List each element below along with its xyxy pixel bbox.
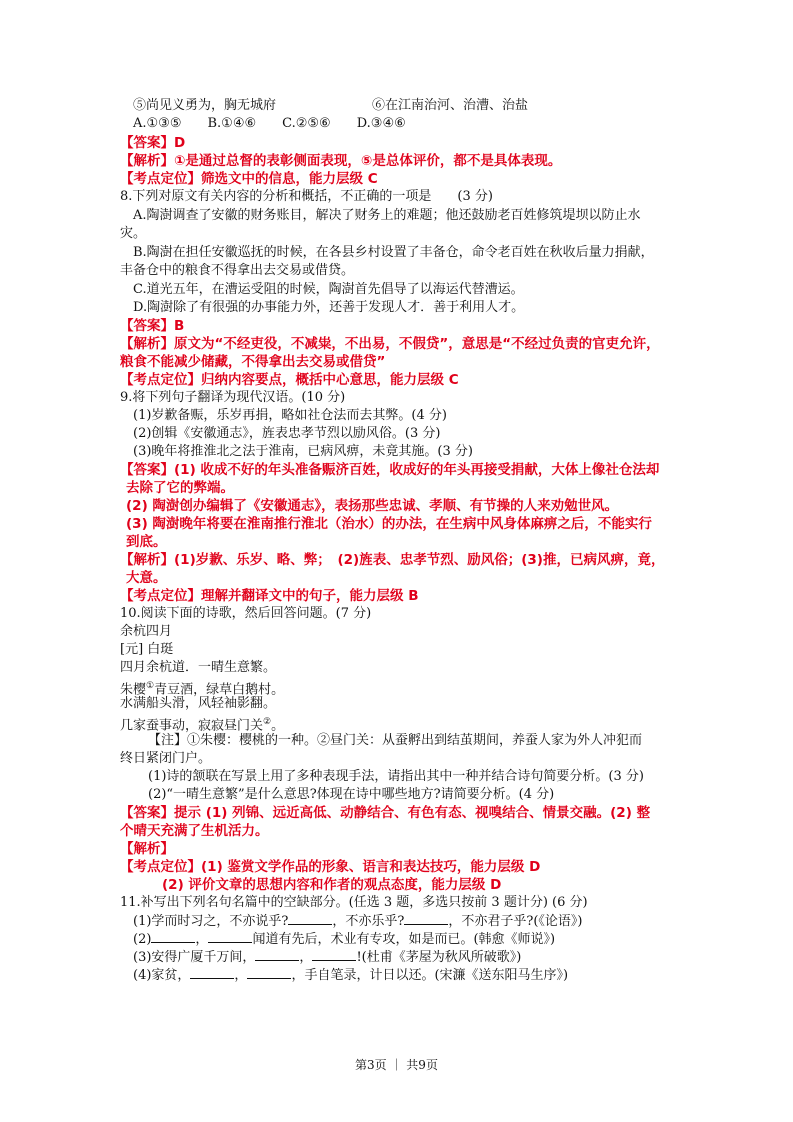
q11-sentence-4: (4)家贫， ， ，手自笔录，计日以还。(宋濂《送东阳马生序》) — [133, 968, 569, 983]
q7-analysis: 【解析】①是通过总督的表彰侧面表现，⑤是总体评价，都不是具体表现。 — [120, 153, 562, 169]
q10-point-2: (2) 评价文章的思想内容和作者的观点态度，能力层级 D — [162, 877, 502, 893]
q11-sentence-2: (2) ， 闻道有先后，术业有专攻，如是而已。(韩愈《师说》) — [133, 932, 556, 947]
q9-answer-2: (2) 陶澍创办编辑了《安徽通志》，表扬那些忠诚、孝顺、有节操的人来劝勉世风。 — [126, 498, 619, 514]
poem-line-1: 四月余杭道．一晴生意繁。 — [120, 660, 277, 675]
q8-stem: 8.下列对原文有关内容的分析和概括，不正确的一项是 (3 分) — [120, 189, 493, 204]
q7-choices: A.①③⑤ B.①④⑥ C.②⑤⑥ D.③④⑥ — [133, 116, 406, 131]
q9-point: 【考点定位】理解并翻译文中的句子，能力层级 B — [120, 588, 419, 604]
page-footer: 第3页 ｜ 共9页 — [355, 1058, 438, 1072]
q10-stem: 10.阅读下面的诗歌，然后回答问题。(7 分) — [120, 606, 372, 621]
q9-sentence-3: (3)晚年将推淮北之法于淮南，已病风痹，未竟其施。(3 分) — [133, 444, 473, 459]
q9-answer-3-cont: 到底。 — [126, 534, 167, 550]
q7-answer: 【答案】D — [120, 135, 186, 151]
q8-option-b: B.陶澍在担任安徽巡抚的时候，在各县乡村设置了丰备仓，命令老百姓在秋收后量力捐献， — [133, 245, 654, 260]
q9-answer-1: 【答案】(1) 收成不好的年头准备赈济百姓，收成好的年头再接受捐献，大体上像社仓法却 — [120, 462, 660, 478]
q9-stem: 9.将下列句子翻译为现代汉语。(10 分) — [120, 390, 346, 405]
q9-sentence-2: (2)创辑《安徽通志》，旌表忠孝节烈以励风俗。(3 分) — [133, 426, 441, 441]
q9-analysis-cont: 大意。 — [126, 570, 167, 586]
blank-4-1 — [190, 966, 234, 979]
q8-analysis-cont: 粮食不能减少储藏，不得拿出去交易或借贷” — [120, 354, 386, 370]
q8-point: 【考点定位】归纳内容要点，概括中心意思，能力层级 C — [120, 372, 459, 388]
q8-option-a-cont: 灾。 — [120, 226, 147, 241]
q8-answer: 【答案】B — [120, 318, 185, 334]
poem-line-2: 朱樱①青豆酒，绿草白鹅村。 — [120, 681, 285, 698]
q8-option-b-cont: 丰备仓中的粮食不得拿出去交易或借贷。 — [120, 263, 355, 278]
q11-stem: 11.补写出下列名句名篇中的空缺部分。(任选 3 题，多选只按前 3 题计分) (6 分) — [120, 895, 588, 910]
poem-line-4: 几家蚕事动，寂寂昼门关②。 — [120, 717, 285, 734]
q10-subquestion-2: (2)“一晴生意繁”是什么意思?体现在诗中哪些地方?请简要分析。(4 分) — [148, 787, 555, 802]
poem-line-3: 水满船头滑，风轻袖影翻。 — [120, 696, 277, 711]
blank-1-1 — [288, 912, 332, 925]
q10-answer-cont: 个晴天充满了生机活力。 — [120, 823, 269, 839]
blank-1-2 — [404, 912, 448, 925]
q10-point-1: 【考点定位】(1) 鉴赏文学作品的形象、语言和表达技巧，能力层级 D — [120, 859, 541, 875]
blank-2-2 — [208, 930, 252, 943]
q8-analysis: 【解析】原文为“不经吏役，不减粜，不出易，不假贷”，意思是“不经过负责的官吏允许， — [120, 336, 660, 352]
q7-option-6: ⑥在江南治河、治漕、治盐 — [372, 98, 529, 113]
q11-sentence-1: (1)学而时习之，不亦说乎? ，不亦乐乎? ，不亦君子乎?(《论语》) — [133, 914, 583, 929]
q10-subquestion-1: (1)诗的颔联在写景上用了多种表现手法，请指出其中一种并结合诗句简要分析。(3 分) — [148, 769, 644, 784]
blank-3-1 — [255, 948, 299, 961]
q7-option-5: ⑤尚见义勇为，胸无城府 — [133, 98, 277, 113]
poem-note-cont: 终日紧闭门户。 — [120, 751, 212, 766]
q8-option-a: A.陶澍调查了安徽的财务账目，解决了财务上的难题；他还鼓励老百姓修筑堤坝以防止水 — [133, 208, 641, 223]
q9-sentence-1: (1)岁歉备赈，乐岁再捐，略如社仓法而去其弊。(4 分) — [133, 408, 447, 423]
q11-sentence-3: (3)安得广厦千万间， ， !(杜甫《茅屋为秋风所破歌》) — [133, 950, 522, 965]
blank-2-1 — [151, 930, 195, 943]
q8-option-c: C.道光五年，在漕运受阻的时候，陶澍首先倡导了以海运代替漕运。 — [133, 282, 524, 297]
q9-answer-3: (3) 陶澍晚年将要在淮南推行淮北（治水）的办法，在生病中风身体麻痹之后，不能实行 — [126, 516, 652, 532]
q9-analysis: 【解析】(1)岁歉、乐岁、略、弊； (2)旌表、忠孝节烈、励风俗；(3)推，已病风痹，竟， — [120, 552, 665, 568]
blank-4-2 — [247, 966, 291, 979]
poem-note: 【注】①朱樱：樱桃的一种。②昼门关：从蚕孵出到结茧期间，养蚕人家为外人冲犯而 — [148, 733, 643, 748]
poem-author: [元] 白珽 — [120, 642, 174, 657]
blank-3-2 — [312, 948, 356, 961]
q9-answer-1-cont: 去除了它的弊端。 — [126, 480, 234, 496]
q10-analysis: 【解析】 — [120, 841, 174, 857]
q7-point: 【考点定位】筛选文中的信息，能力层级 C — [120, 171, 378, 187]
q10-answer: 【答案】提示 (1) 列锦、远近高低、动静结合、有色有态、视嗅结合、情景交融。(2) 整 — [120, 805, 651, 821]
q8-option-d: D.陶澍除了有很强的办事能力外，还善于发现人才．善于利用人才。 — [133, 300, 525, 315]
poem-title: 余杭四月 — [120, 624, 173, 639]
